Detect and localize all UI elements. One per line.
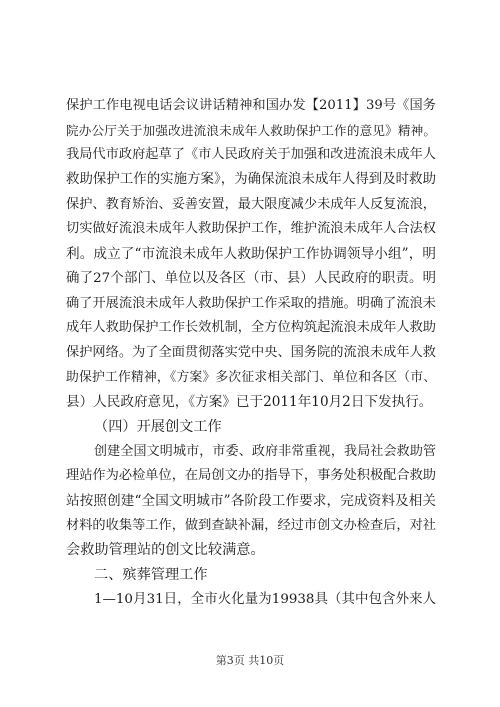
paragraph-line: 材料的收集等工作，做到查缺补漏，经过市创文办检查后，对社 bbox=[66, 517, 436, 533]
paragraph-line: 确了27个部门、单位以及各区（市、县）人民政府的职责。明 bbox=[66, 270, 436, 286]
document-body bbox=[66, 94, 436, 612]
section-heading: （四）开展创文工作 bbox=[94, 418, 222, 435]
paragraph-line: 1—10月31日，全市火化量为19938具（其中包含外来人 bbox=[94, 591, 436, 607]
paragraph-line: 确了开展流浪未成年人救助保护工作采取的措施。明确了流浪未 bbox=[66, 295, 436, 311]
section-heading: 二、殡葬管理工作 bbox=[94, 567, 208, 584]
paragraph-line: 利。成立了“市流浪未成年人救助保护工作协调领导小组”，明 bbox=[66, 246, 436, 263]
paragraph-line: 会救助管理站的创文比较满意。 bbox=[66, 542, 265, 559]
paragraph-line: 我局代市政府起草了《市人民政府关于加强和改进流浪未成年人 bbox=[66, 147, 436, 163]
paragraph-line: 站按照创建“全国文明城市”各阶段工作要求，完成资料及相关 bbox=[66, 493, 436, 509]
paragraph-line: 县）人民政府意见，《方案》已于2011年10月2日下发执行。 bbox=[66, 394, 433, 411]
paragraph-line: 成年人救助保护工作长效机制，全方位构筑起流浪未成年人救助 bbox=[66, 320, 436, 336]
paragraph-line: 保护、教育矫治、妥善安置，最大限度减少未成年人反复流浪， bbox=[66, 196, 436, 212]
page-footer: 第3页 共10页 bbox=[215, 654, 285, 667]
paragraph-line: 助保护工作精神，《方案》多次征求相关部门、单位和各区（市、 bbox=[66, 369, 436, 385]
paragraph-line: 院办公厅关于加强改进流浪未成年人救助保护工作的意见》精神。 bbox=[66, 122, 436, 138]
paragraph-line: 救助保护工作的实施方案》，为确保流浪未成年人得到及时救助 bbox=[66, 172, 436, 188]
paragraph-line: 理站作为必检单位，在局创文办的指导下，事务处积极配合救助 bbox=[66, 468, 436, 484]
paragraph-line: 保护工作电视电话会议讲话精神和国办发【2011】39号《国务 bbox=[66, 98, 436, 113]
paragraph-line: 保护网络。为了全面贯彻落实党中央、国务院的流浪未成年人救 bbox=[66, 344, 436, 360]
paragraph-line: 创建全国文明城市，市委、政府非常重视，我局社会救助管 bbox=[94, 443, 436, 459]
paragraph-line: 切实做好流浪未成年人救助保护工作，维护流浪未成年人合法权 bbox=[66, 221, 436, 237]
